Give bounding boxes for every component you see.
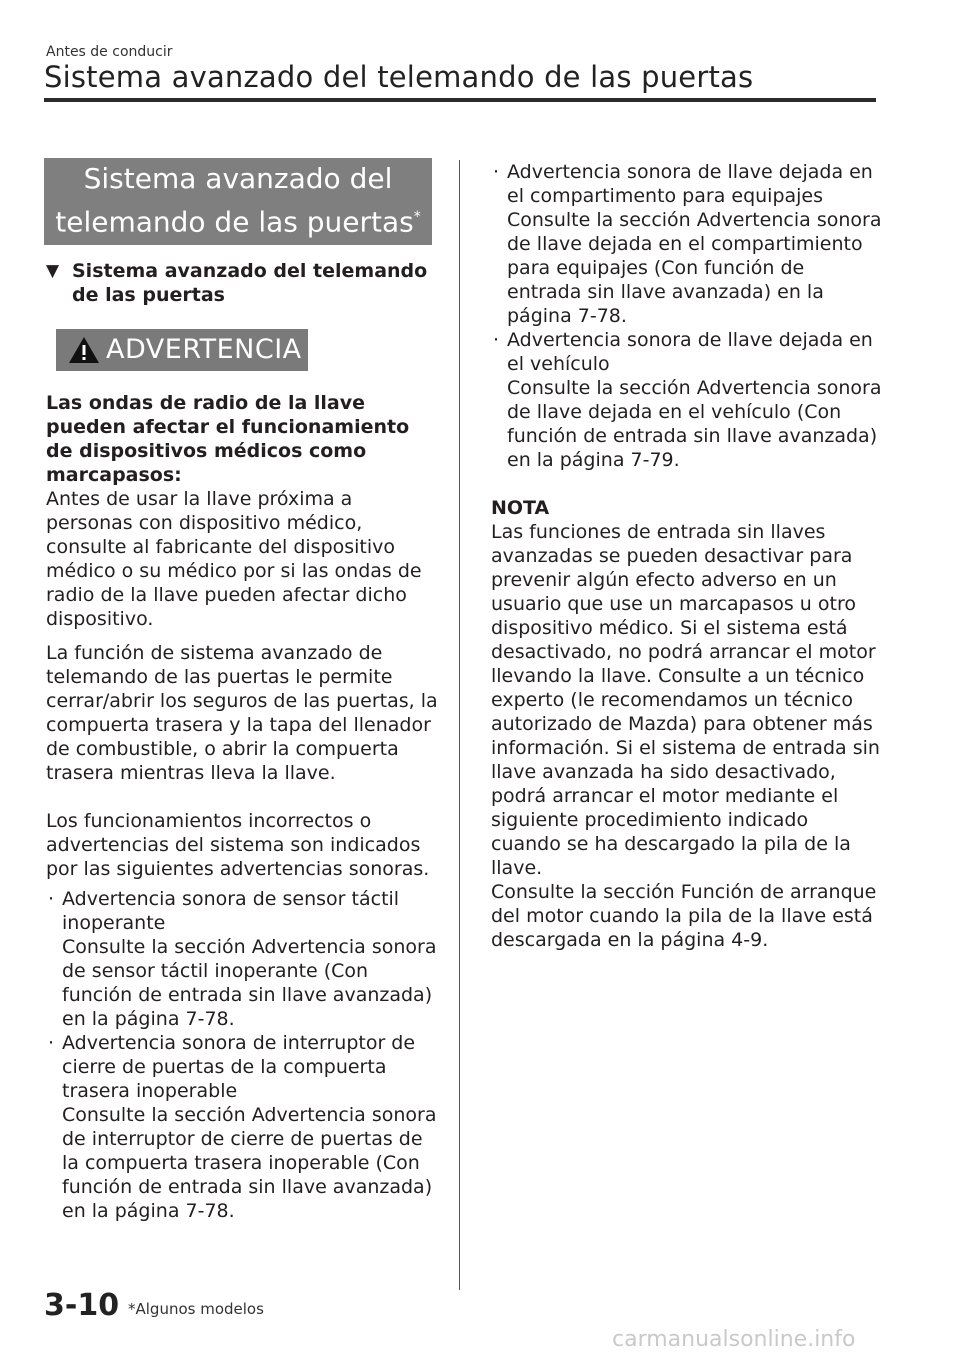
warning-badge <box>56 329 308 371</box>
list-item-title: Advertencia sonora de sensor táctil inoperante <box>62 888 400 935</box>
note-text: Las funciones de entrada sin llaves avanzadas se pueden desactivar para prevenir algún efecto adverso en un usuario que use un marcapasos u otro dispositivo médico. Si el sistema está desactivado, no podrá arrancar el motor llevando la llave. Consulte a un técnico experto (le recomendamos un técnico autorizado de Mazda) para obtener más información. Si el sistema de entrada sin llave avanzada ha sido desactivado, podrá arrancar el motor mediante el siguiente procedimiento indicado cuando se ha descargado la pila de la llave. <box>491 521 880 879</box>
list-item-ref: Consulte la sección Advertencia sonora de llave dejada en el vehículo (Con función de entrada sin llave avanzada) en la página 7-79. <box>507 377 882 471</box>
section-title-line2: telemando de las puertas* <box>55 205 421 239</box>
title-rule <box>44 98 876 102</box>
triangle-marker-icon: ▼ <box>46 261 60 282</box>
right-column <box>491 158 883 952</box>
warning-badge-label: ADVERTENCIA <box>106 334 302 366</box>
list-item <box>46 887 438 1031</box>
list-item-title: Advertencia sonora de llave dejada en el compartimento para equipajes <box>507 161 873 207</box>
bullet-dot: · <box>48 1032 55 1055</box>
section-title-box <box>44 158 432 245</box>
body-paragraph-1: La función de sistema avanzado de telemando de las puertas le permite cerrar/abrir los seguros de las puertas, la compuerta trasera y la tapa del llenador de combustible, o abrir la compuerta trasera mientras lleva la llave. <box>46 642 438 785</box>
chapter-title: Sistema avanzado del telemando de las puertas <box>44 60 754 94</box>
column-divider <box>459 160 460 1290</box>
bullet-dot: · <box>48 888 55 911</box>
models-asterisk: * <box>413 209 421 225</box>
subheading-text: Sistema avanzado del telemando de las puertas <box>72 260 428 307</box>
list-item <box>46 1031 438 1223</box>
list-item-title: Advertencia sonora de llave dejada en el vehículo <box>507 329 873 375</box>
watermark: carmanualsonline.info <box>612 1327 856 1352</box>
note-title: NOTA <box>491 497 550 519</box>
left-column <box>46 158 438 1223</box>
warning-list-left <box>46 887 438 1223</box>
body-paragraph-2: Los funcionamientos incorrectos o advertencias del sistema son indicados por las siguientes advertencias sonoras. <box>46 810 430 881</box>
note-ref: Consulte la sección Función de arranque del motor cuando la pila de la llave está descargada en la página 4-9. <box>491 881 877 951</box>
subheading <box>46 259 438 307</box>
section-title-line1: Sistema avanzado del <box>83 162 393 195</box>
warning-list-right <box>491 160 883 472</box>
footnote: *Algunos modelos <box>128 1300 264 1318</box>
warning-text: Antes de usar la llave próxima a personas con dispositivo médico, consulte al fabricante del dispositivo médico o su médico por si las ondas de radio de la llave pueden afectar dicho dispositivo. <box>46 488 422 631</box>
warning-triangle-icon <box>68 336 100 364</box>
list-item-title: Advertencia sonora de interruptor de cierre de puertas de la compuerta trasera inoperable <box>62 1032 416 1103</box>
warning-bold-text: Las ondas de radio de la llave pueden afectar el funcionamiento de dispositivos médicos como marcapasos: <box>46 392 410 487</box>
list-item-ref: Consulte la sección Advertencia sonora de sensor táctil inoperante (Con función de entrada sin llave avanzada) en la página 7-78. <box>62 936 437 1031</box>
list-item-ref: Consulte la sección Advertencia sonora de interruptor de cierre de puertas de la compuerta trasera inoperable (Con función de entrada sin llave avanzada) en la página 7-78. <box>62 1104 437 1223</box>
page-number: 3-10 <box>44 1288 120 1323</box>
bullet-dot: · <box>493 329 500 351</box>
bullet-dot: · <box>493 161 500 183</box>
running-head: Antes de conducir <box>46 44 173 60</box>
list-item <box>491 328 883 472</box>
list-item-ref: Consulte la sección Advertencia sonora de llave dejada en el compartimiento para equipajes (Con función de entrada sin llave avanzada) en la página 7-78. <box>507 209 882 327</box>
list-item <box>491 160 883 328</box>
